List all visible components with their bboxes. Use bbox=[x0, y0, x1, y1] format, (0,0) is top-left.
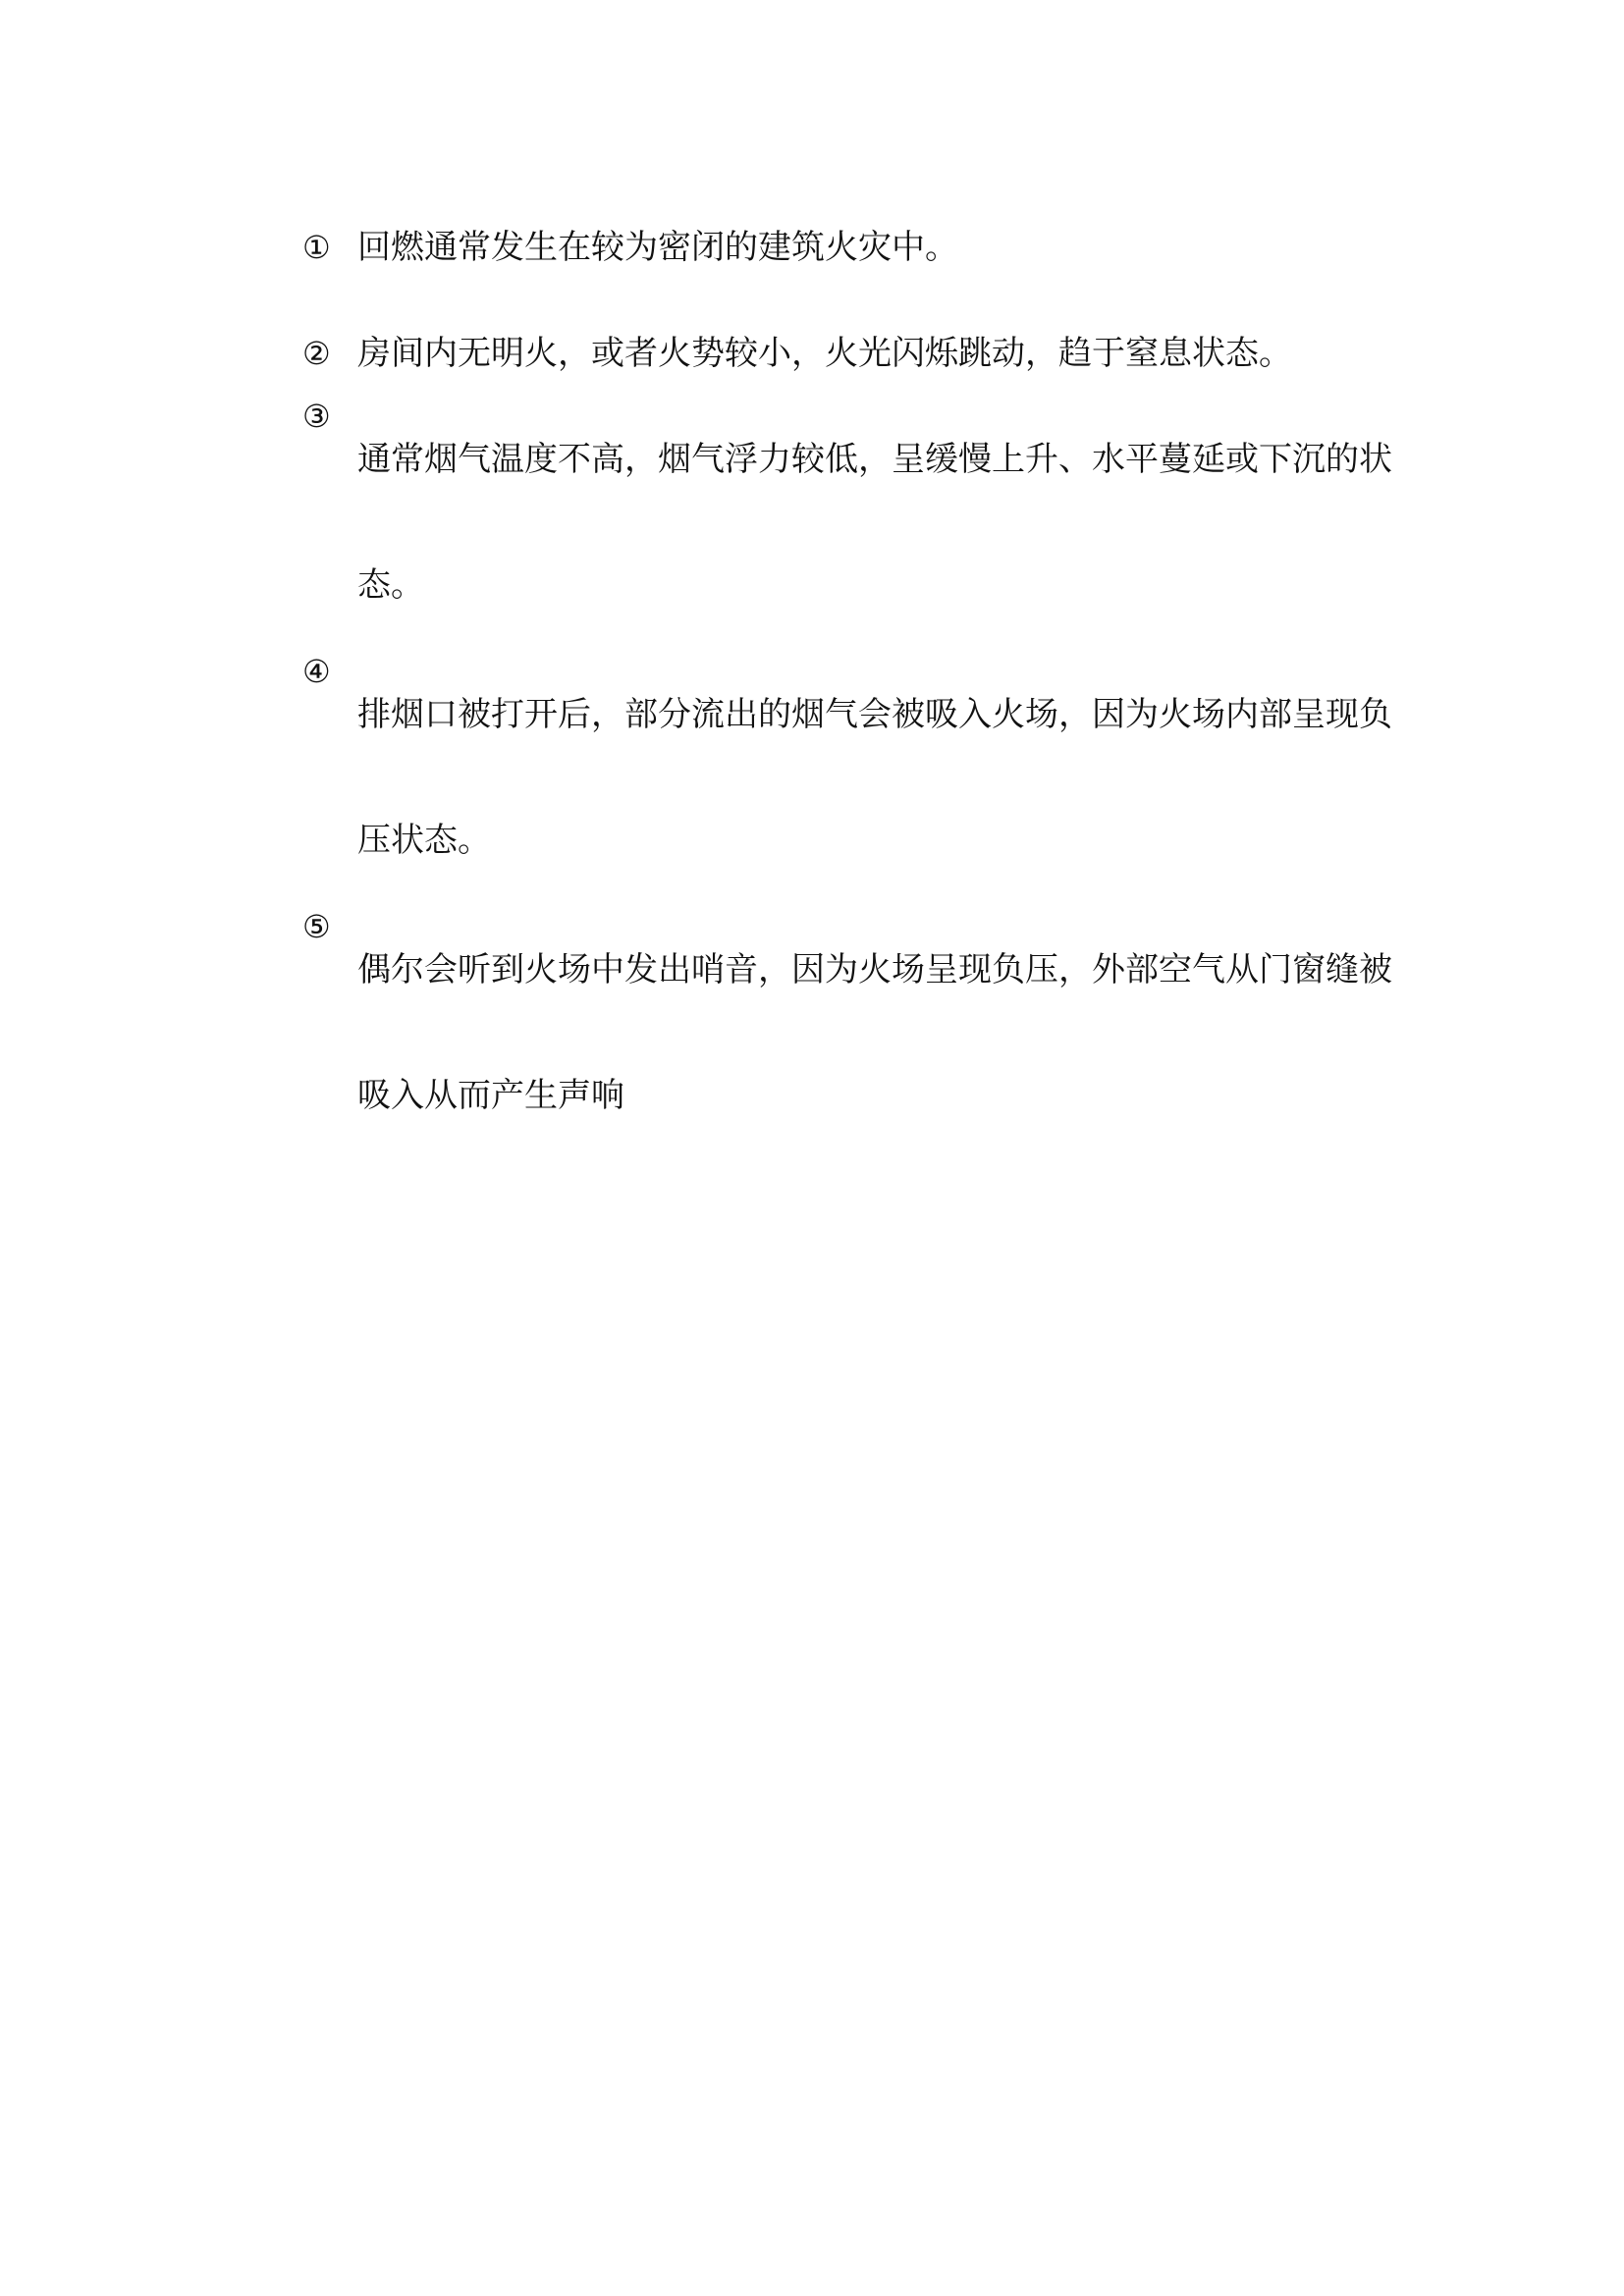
list-item-text: 回燃通常发生在较为密闭的建筑火灾中。 bbox=[357, 228, 958, 267]
list-marker: ③ bbox=[302, 398, 331, 435]
list-marker: ⑤ bbox=[302, 908, 331, 945]
list-item bbox=[302, 907, 1392, 1158]
list-item-text: 偶尔会听到火场中发出哨音，因为火场呈现负压，外部空气从门窗缝被吸入从而产生声响 bbox=[357, 950, 1392, 1115]
list-item bbox=[302, 334, 1392, 373]
list-item bbox=[302, 397, 1392, 648]
numbered-list bbox=[302, 228, 1392, 1205]
list-marker: ② bbox=[302, 335, 331, 372]
list-marker: ④ bbox=[302, 653, 331, 690]
list-item-text: 通常烟气温度不高，烟气浮力较低，呈缓慢上升、水平蔓延或下沉的状态。 bbox=[357, 440, 1392, 605]
list-marker: ① bbox=[302, 229, 331, 266]
list-item-text: 房间内无明火，或者火势较小，火光闪烁跳动，趋于窒息状态。 bbox=[357, 334, 1292, 373]
list-item bbox=[302, 652, 1392, 903]
list-item-text: 排烟口被打开后，部分流出的烟气会被吸入火场，因为火场内部呈现负压状态。 bbox=[357, 695, 1392, 860]
list-item bbox=[302, 228, 1392, 267]
